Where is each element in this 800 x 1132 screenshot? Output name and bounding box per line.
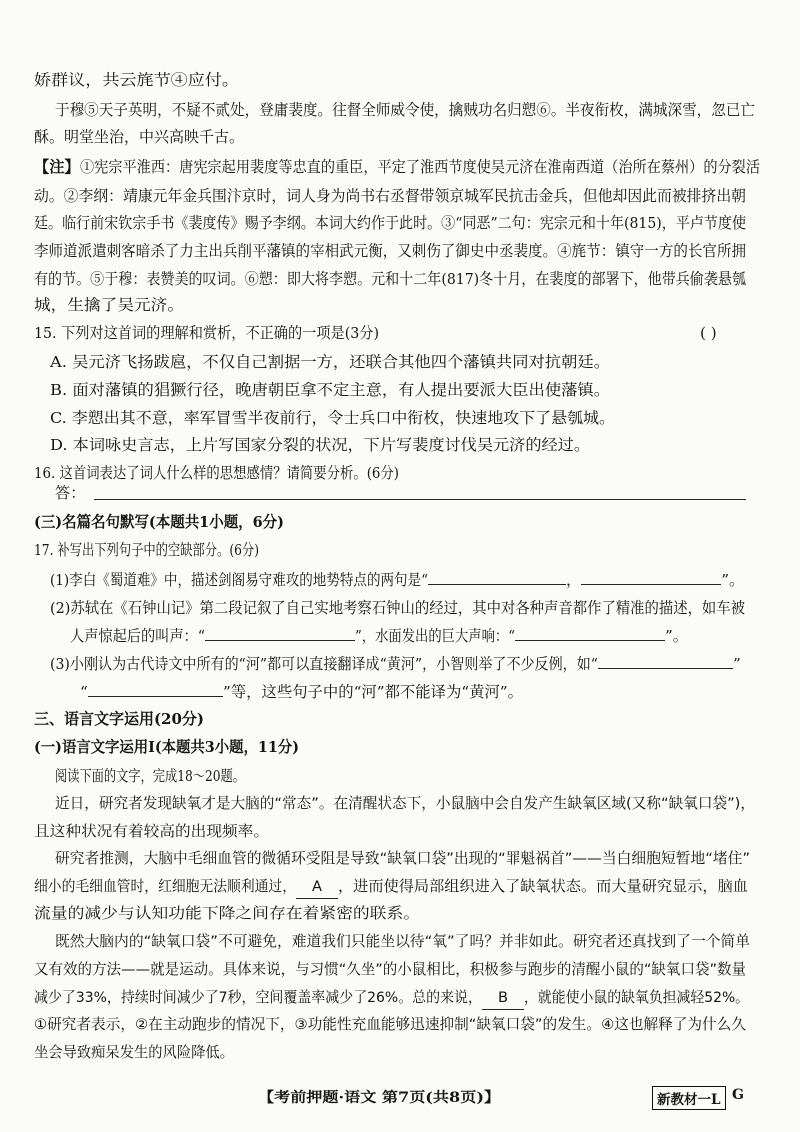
- poem-line: 酥。明堂坐治，中兴高映千古。: [34, 128, 244, 146]
- passage-line: 且这种状况有着较高的出现频率。: [34, 823, 269, 840]
- option-d[interactable]: D. 本词咏史言志，上片写国家分裂的状况，下片写裴度讨伐吴元济的经过。: [50, 436, 590, 454]
- passage-line: 研究者推测，大脑中毛细血管的微循环受阻是导致“缺氧口袋”出现的“罪魁祸首”——当白细胞短暂地“堵住”: [55, 850, 750, 867]
- fill-blank[interactable]: [581, 568, 721, 585]
- sub-heading: (一)语言文字运用Ⅰ(本题共3小题，11分): [34, 738, 299, 756]
- passage-line: 又有效的方法——就是运动。具体来说，与习惯“久坐”的小鼠相比，积极参与跑步的清醒小鼠的“缺氧口袋”数量: [34, 961, 746, 978]
- fill-item-2-cont: 人声惊起后的叫声：“ ”，水面发出的巨大声响：“ ”。: [70, 624, 688, 647]
- fill-blank[interactable]: [515, 624, 665, 641]
- fill-item-3-cont: “ ”等，这些句子中的“河”都不能译为“黄河”。: [80, 680, 523, 703]
- answer-line[interactable]: [94, 499, 746, 500]
- note-line: 李师道派遣刺客暗杀了力主出兵削平藩镇的宰相武元衡，又刺伤了御史中丞裴度。④旄节：镇守一方的长官所拥: [34, 242, 746, 260]
- question-16-stem: 16. 这首词表达了词人什么样的思想感情？请简要分析。(6分): [34, 464, 399, 482]
- passage-line: 既然大脑内的“缺氧口袋”不可避免，难道我们只能坐以待“氧”了吗？并非如此。研究者还真找到了一个简单: [55, 933, 750, 950]
- part-heading: 三、语言文字运用(20分): [34, 710, 204, 728]
- instruction: 阅读下面的文字，完成18～20题。: [55, 767, 245, 785]
- option-b[interactable]: B. 面对藩镇的猖獗行径，晚唐朝臣拿不定主意，有人提出要派大臣出使藩镇。: [50, 381, 610, 399]
- fill-blank[interactable]: [205, 624, 355, 641]
- answer-label: 答：: [55, 484, 86, 502]
- passage-line: 减少了33%，持续时间减少了7秒，空间覆盖率减少了26%。总的来说， B ，就能使小鼠的缺氧负担减轻52%。: [34, 987, 749, 1010]
- answer-bracket[interactable]: ( ): [700, 324, 717, 342]
- fill-blank[interactable]: [428, 568, 566, 585]
- note-line: 【注】①宪宗平淮西：唐宪宗起用裴度等忠直的重臣，平定了淮西节度使吴元济在淮南西道（治所在蔡州）的分裂活: [34, 158, 760, 176]
- blank-a[interactable]: A: [296, 876, 338, 899]
- note-line: 有的节。⑤于穆：表赞美的叹词。⑥愬：即大将李愬。元和十二年(817)冬十月，在裴度的部署下，他带兵偷袭悬瓠: [34, 270, 746, 288]
- poem-line: 于穆⑤天子英明，不疑不贰处，登庸裴度。往督全师威令使，擒贼功名归愬⑥。半夜衔枚，满城深雪，忽已亡: [55, 101, 755, 119]
- page-footer: 【考前押题·语文 第7页(共8页)】: [258, 1090, 501, 1106]
- question-17-stem: 17. 补写出下列句子中的空缺部分。(6分): [34, 541, 259, 559]
- fill-item-1: (1)李白《蜀道难》中，描述剑阁易守难攻的地势特点的两句是“ ， ”。: [50, 568, 744, 591]
- poem-line: 娇群议，共云旄节④应付。: [34, 71, 240, 89]
- passage-line: 细小的毛细血管时，红细胞无法顺利通过， A ，进而使得局部组织进入了缺氧状态。而大量研究显示，脑血: [34, 876, 748, 899]
- passage-line: 流量的减少与认知功能下降之间存在着紧密的联系。: [34, 905, 421, 922]
- section-heading: (三)名篇名句默写(本题共1小题，6分): [34, 513, 284, 531]
- edition-tag: 新教材一L: [652, 1086, 726, 1110]
- fill-blank[interactable]: [88, 680, 223, 697]
- blank-b[interactable]: B: [482, 987, 524, 1010]
- passage-line: 近日，研究者发现缺氧才是大脑的“常态”。在清醒状态下，小鼠脑中会自发产生缺氧区域(又称“缺氧口袋”)，: [55, 795, 755, 812]
- note-line: 动。②李纲：靖康元年金兵围汴京时，词人身为尚书右丞督带领京城军民抗击金兵，但他却因此而被排挤出朝: [34, 187, 746, 205]
- fill-item-2: (2)苏轼在《石钟山记》第二段记叙了自己实地考察石钟山的经过，其中对各种声音都作了精准的描述，如车被: [50, 599, 745, 617]
- note-line: 城，生擒了吴元济。: [34, 296, 184, 314]
- fill-blank[interactable]: [598, 652, 733, 669]
- note-line: 廷。临行前宋钦宗手书《裴度传》赐予李纲。本词大约作于此时。③“同恶”二句：宪宗元和十年(815)，平卢节度使: [34, 214, 746, 232]
- option-a[interactable]: A. 吴元济飞扬跋扈，不仅自己割据一方，还联合其他四个藩镇共同对抗朝廷。: [50, 353, 610, 371]
- fill-item-3: (3)小刚认为古代诗文中所有的“河”都可以直接翻译成“黄河”，小智则举了不少反例，如“ ”: [50, 652, 741, 675]
- edition-suffix: G: [732, 1087, 744, 1103]
- note-label: 【注】: [34, 158, 80, 176]
- question-15-stem: 15. 下列对这首词的理解和赏析，不正确的一项是(3分): [34, 324, 379, 342]
- passage-line-underlined: ①研究者表示，②在主动跑步的情况下，③功能性充血能够迅速抑制“缺氧口袋”的发生。④这也解释了为什么久: [34, 1016, 746, 1033]
- passage-line-underlined: 坐会导致痴呆发生的风险降低。: [34, 1044, 234, 1061]
- option-c[interactable]: C. 李愬出其不意，率军冒雪半夜前行，令士兵口中衔枚，快速地攻下了悬瓠城。: [50, 409, 615, 427]
